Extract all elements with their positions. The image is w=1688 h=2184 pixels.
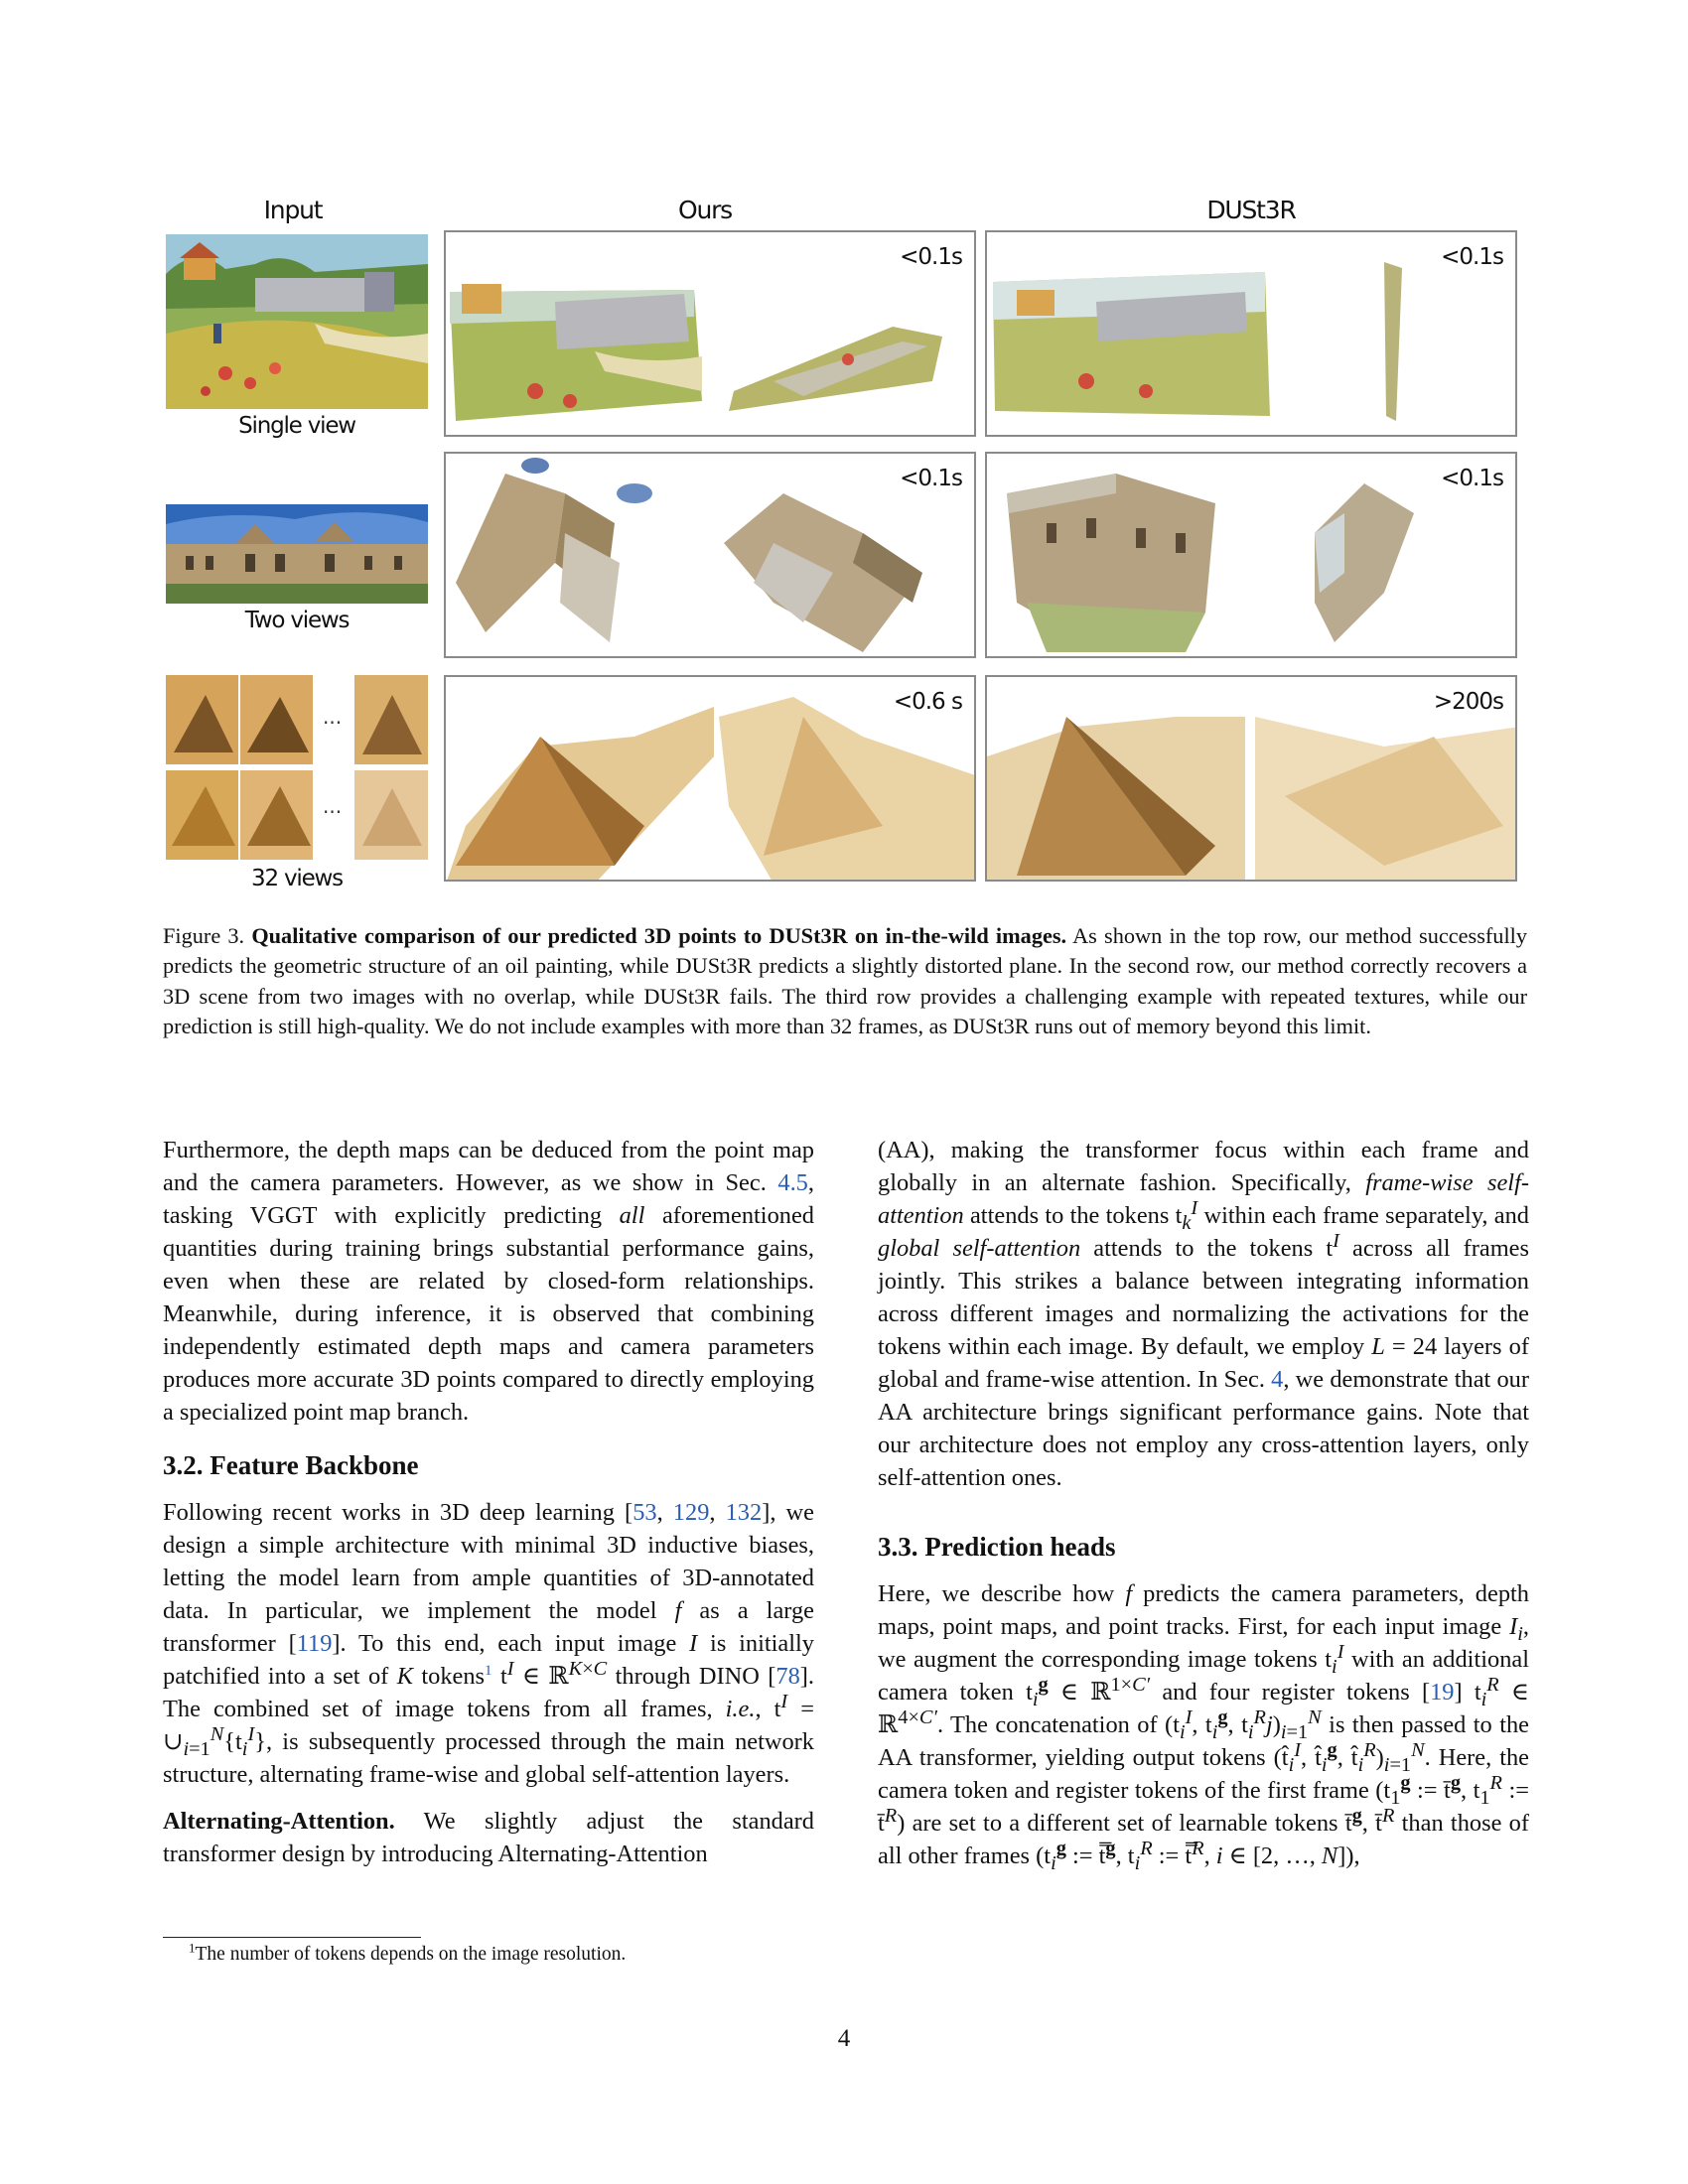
heading-feature-backbone: 3.2. Feature Backbone: [163, 1450, 419, 1480]
caption-prefix: Figure 3.: [163, 923, 252, 948]
dust3r-result-painting: [985, 230, 1517, 437]
input-label-two-views: Two views: [244, 608, 350, 633]
paragraph-aa-continued: (AA), making the transformer focus within each frame and globally in an alternate fashion. Specifically, frame-wise self-attention attends to the tokens $t_k^I$ within each frame separately, and global self-attention attends to the tokens $t^I$ across all frames jointly. This strikes a balance between integrating information across different images and normalizing the activations for the tokens within each image. By default, we employ L = 24 layers of global and frame-wise attention. In Sec. 4, we demonstrate that our AA architecture brings significant performance gains. Note that our architecture does not employ any cross-attention layers, only self-attention ones.: [878, 1137, 1530, 1491]
ref-sec-4[interactable]: 4: [1271, 1366, 1284, 1393]
footnote-rule: [163, 1937, 421, 1938]
ours-time-row3: <0.6 s: [893, 689, 962, 715]
input-image-building: [166, 504, 428, 604]
right-column: [878, 1134, 1529, 1872]
caption-body: As shown in the top row, our method successfully predicts the geometric structure of an oil painting, while DUSt3R predicts a slightly distorted plane. In the second row, our method correctly recovers a 3D scene from two images with no overlap, while DUSt3R fails. The third row provides a challenging example with repeated textures, while our prediction is still high-quality. We do not include examples with more than 32 frames, as DUSt3R runs out of memory beyond this limit.: [163, 923, 1527, 1039]
left-column: [163, 1134, 814, 1870]
footnote-marker[interactable]: 1: [485, 1662, 492, 1679]
ours-result-pyramid: [444, 675, 976, 882]
input-image-painting: [166, 234, 428, 409]
input-label-32-views: 32 views: [251, 866, 343, 891]
ref-53[interactable]: 53: [633, 1499, 657, 1526]
paragraph-prediction-heads: Here, we describe how f predicts the camera parameters, depth maps, point maps, and point tracks. First, for each input image $I_i$, we augment the corresponding image tokens $t_i^I$ with an additional camera token $t_i^g$ ∈ ℝ$^{1\times C'}$ and four register tokens [19] $t_i^R$ ∈ ℝ$^{4\times C'}$. The concatenation of ($t_i^I$, $t_i^g$, $t_i^Rj)_{i=1}^N$ is then passed to the AA transformer, yielding output tokens ($t̂_i^I$, $t̂_i^g$, $t̂_i^R)_{i=1}^N$. Here, the camera token and register tokens of the first frame ($t_1^g$ := t̄$^g$, $t_1^R$ := t̄$^R$) are set to a different set of learnable tokens t̄$^g$, t̄$^R$ than those of all other frames ($t_i^g$ := t̿$^g$, $t_i^R$ := t̿$^R$, i ∈ [2, …, N]),: [878, 1580, 1530, 1874]
footnote: $^1$The number of tokens depends on the image resolution.: [189, 1940, 627, 1965]
ref-78[interactable]: 78: [775, 1663, 800, 1690]
dust3r-result-building: [985, 452, 1517, 658]
ref-sec-4-5[interactable]: 4.5: [777, 1169, 808, 1196]
paragraph-alternating-attention: Alternating-Attention. We slightly adjust the standard transformer design by introducing Alternating-Attention: [163, 1808, 814, 1867]
ours-time-row1: <0.1s: [900, 244, 962, 270]
ref-19[interactable]: 19: [1430, 1679, 1455, 1706]
dust3r-time-row1: <0.1s: [1441, 244, 1503, 270]
figure-caption: [163, 921, 1527, 1042]
ellipsis-top: ...: [323, 705, 343, 729]
paragraph-depth-maps: Furthermore, the depth maps can be deduced from the point map and the camera parameters. However, as we show in Sec. 4.5, tasking VGGT with explicitly predicting all aforementioned quantities during training brings substantial performance gains, even when these are related by closed-form relationships. Meanwhile, during inference, it is observed that combining independently estimated depth maps and camera parameters produces more accurate 3D points compared to directly employing a specialized point map branch.: [163, 1137, 814, 1426]
ellipsis-bottom: ...: [323, 794, 343, 818]
paragraph-backbone: Following recent works in 3D deep learning [53, 129, 132], we design a simple architecture with minimal 3D inductive biases, letting the model learn from ample quantities of 3D-annotated data. In particular, we implement the model f as a large transformer [119]. To this end, each input image I is initially patchified into a set of K tokens$^1$ $t^I$ ∈ ℝ$^{K\times C}$ through DINO [78]. The combined set of image tokens from all frames, i.e., $t^I$ = $\cup_{i=1}^N\{t_i^I\}$, is subsequently processed through the main network structure, alternating frame-wise and global self-attention layers.: [163, 1499, 815, 1788]
page-number: 4: [837, 2025, 851, 2052]
input-label-single-view: Single view: [238, 413, 355, 439]
ours-result-painting: [444, 230, 976, 437]
ref-129[interactable]: 129: [672, 1499, 710, 1526]
dust3r-time-row2: <0.1s: [1441, 466, 1503, 491]
column-title-ours: Ours: [677, 196, 733, 224]
caption-title: Qualitative comparison of our predicted 3D points to DUSt3R on in-the-wild images.: [251, 923, 1067, 948]
dust3r-time-row3: >200s: [1433, 689, 1503, 715]
ours-result-building: [444, 452, 976, 658]
dust3r-result-pyramid: [985, 675, 1517, 882]
column-title-dust3r: DUSt3R: [1206, 196, 1296, 224]
ref-119[interactable]: 119: [296, 1630, 333, 1657]
heading-prediction-heads: 3.3. Prediction heads: [878, 1532, 1116, 1562]
column-title-input: Input: [263, 196, 323, 224]
ref-132[interactable]: 132: [725, 1499, 763, 1526]
input-image-pyramids: [166, 675, 428, 860]
ours-time-row2: <0.1s: [900, 466, 962, 491]
